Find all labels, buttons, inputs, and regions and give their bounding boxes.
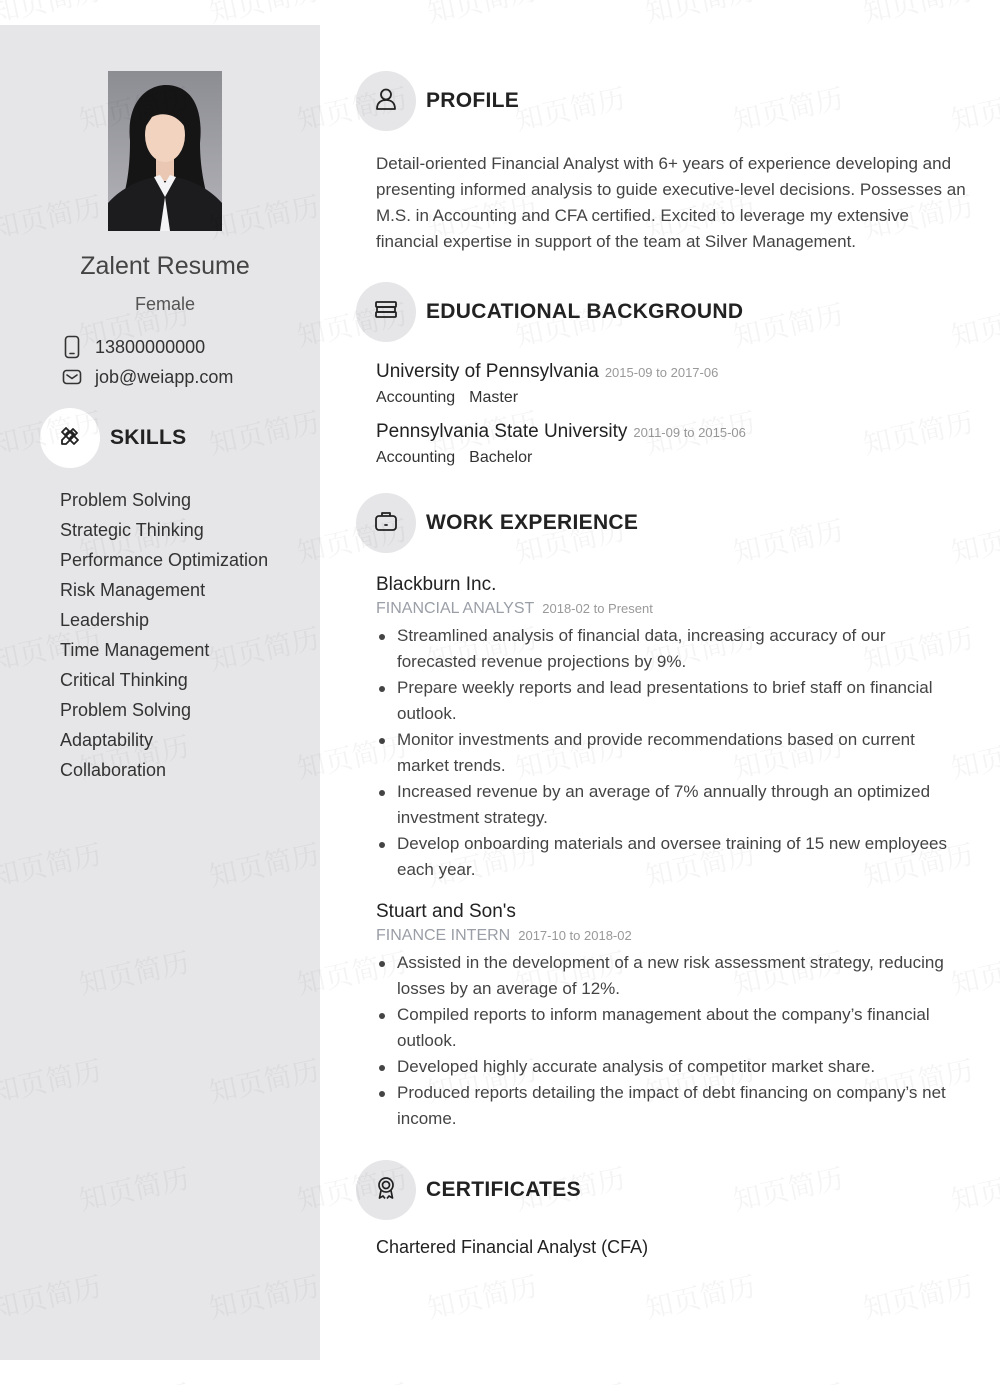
job-dates: 2017-10 to 2018-02 xyxy=(518,928,632,943)
education-entry xyxy=(376,421,746,467)
watermark-text xyxy=(859,0,977,31)
job-bullet: Compiled reports to inform management about the company’s financial outlook. xyxy=(376,1002,966,1054)
job-dates: 2018-02 to Present xyxy=(542,601,653,616)
phone-contact xyxy=(60,335,205,359)
education-major: Accounting xyxy=(376,449,456,466)
profile-title: PROFILE xyxy=(426,89,520,112)
pencil-ruler-icon xyxy=(59,425,81,452)
profile-photo xyxy=(108,71,222,231)
job-bullet: Increased revenue by an average of 7% annually through an optimized investment strategy. xyxy=(376,779,966,831)
watermark-text xyxy=(423,0,541,31)
phone-number: 13800000000 xyxy=(95,336,206,357)
company-name: Stuart and Son's xyxy=(376,901,516,922)
school-name: University of Pennsylvania xyxy=(376,361,599,382)
certificates-section-header xyxy=(356,1160,581,1220)
skill-item: Strategic Thinking xyxy=(60,520,204,540)
skill-item: Leadership xyxy=(60,610,150,630)
work-title: WORK EXPERIENCE xyxy=(426,511,639,534)
email-address: job@weiapp.com xyxy=(95,366,234,387)
award-icon xyxy=(375,1176,397,1205)
company-name: Blackburn Inc. xyxy=(376,574,497,595)
education-icon-circle xyxy=(356,282,416,342)
skill-item: Time Management xyxy=(60,640,210,660)
watermark-text xyxy=(423,1265,541,1327)
education-degree: Master xyxy=(469,389,519,406)
briefcase-icon xyxy=(374,510,398,537)
job-bullet: Developed highly accurate analysis of competitor market share. xyxy=(376,1054,966,1080)
profile-section-header xyxy=(356,71,519,131)
school-name: Pennsylvania State University xyxy=(376,421,628,442)
job-bullet: Monitor investments and provide recommendations based on current market trends. xyxy=(376,727,966,779)
certificates-title: CERTIFICATES xyxy=(426,1178,581,1201)
watermark-text xyxy=(75,1373,193,1385)
skill-item: Critical Thinking xyxy=(60,670,188,690)
job-bullet: Prepare weekly reports and lead presentations to brief staff on financial outlook. xyxy=(376,675,966,727)
skill-item: Adaptability xyxy=(60,730,154,750)
education-dates: 2015-09 to 2017-06 xyxy=(604,365,719,380)
skills-header xyxy=(40,408,186,468)
watermark-text xyxy=(947,1157,1000,1219)
job-bullet: Produced reports detailing the impact of debt financing on company’s net income. xyxy=(376,1080,966,1132)
watermark-text xyxy=(511,77,629,139)
skills-list xyxy=(60,485,268,785)
education-title: EDUCATIONAL BACKGROUND xyxy=(426,300,744,323)
watermark-text xyxy=(729,1157,847,1219)
watermark-text xyxy=(729,293,847,355)
education-entry xyxy=(376,361,718,407)
job-bullet: Develop onboarding materials and oversee training of 15 new employees each year. xyxy=(376,831,966,883)
skill-item: Risk Management xyxy=(60,580,206,600)
watermark-text xyxy=(293,1373,411,1385)
job-role: FINANCIAL ANALYST xyxy=(376,600,535,617)
skill-item: Problem Solving xyxy=(60,700,192,720)
work-entry xyxy=(376,899,966,1132)
watermark-text xyxy=(947,1373,1000,1385)
skill-item: Problem Solving xyxy=(60,490,192,510)
profile-icon-circle xyxy=(356,71,416,131)
watermark-text xyxy=(729,77,847,139)
watermark-text xyxy=(729,509,847,571)
watermark-text xyxy=(947,509,1000,571)
watermark-text xyxy=(859,401,977,463)
certificates-icon-circle xyxy=(356,1160,416,1220)
user-icon xyxy=(375,87,397,116)
skills-title: SKILLS xyxy=(110,426,187,449)
education-degree: Bachelor xyxy=(469,449,533,466)
work-entry xyxy=(376,572,966,883)
education-section-header xyxy=(356,282,743,342)
job-bullets xyxy=(376,623,966,883)
watermark-text xyxy=(947,77,1000,139)
candidate-name: Zalent Resume xyxy=(80,252,250,280)
phone-icon xyxy=(60,335,84,359)
profile-summary: Detail-oriented Financial Analyst with 6+ years of experience developing and presenting informed analysis to guide executive-level decisions. Possesses an M.S. in Accounting and CFA certified. Excited to leverage my extensive financial expertise in support of the team at Silver Management. xyxy=(376,154,966,251)
work-icon-circle xyxy=(356,493,416,553)
job-role: FINANCE INTERN xyxy=(376,927,511,944)
job-bullet: Streamlined analysis of financial data, increasing accuracy of our forecasted revenue projections by 9%. xyxy=(376,623,966,675)
watermark-text xyxy=(947,293,1000,355)
candidate-gender: Female xyxy=(134,294,196,314)
work-section-header xyxy=(356,493,638,553)
education-major: Accounting xyxy=(376,389,456,406)
certificate-item: Chartered Financial Analyst (CFA) xyxy=(376,1237,649,1257)
job-bullet: Assisted in the development of a new risk assessment strategy, reducing losses by an average of 12%. xyxy=(376,950,966,1002)
email-contact xyxy=(60,365,233,389)
skill-item: Collaboration xyxy=(60,760,167,780)
watermark-text xyxy=(641,0,759,31)
watermark-text xyxy=(511,1373,629,1385)
skill-item: Performance Optimization xyxy=(60,550,269,570)
book-stack-icon xyxy=(374,300,398,325)
skills-icon-circle xyxy=(40,408,100,468)
education-dates: 2011-09 to 2015-06 xyxy=(633,425,746,440)
job-bullets xyxy=(376,950,966,1132)
watermark-text xyxy=(641,1265,759,1327)
watermark-text xyxy=(729,1373,847,1385)
watermark-text xyxy=(859,1265,977,1327)
email-icon xyxy=(60,365,84,389)
